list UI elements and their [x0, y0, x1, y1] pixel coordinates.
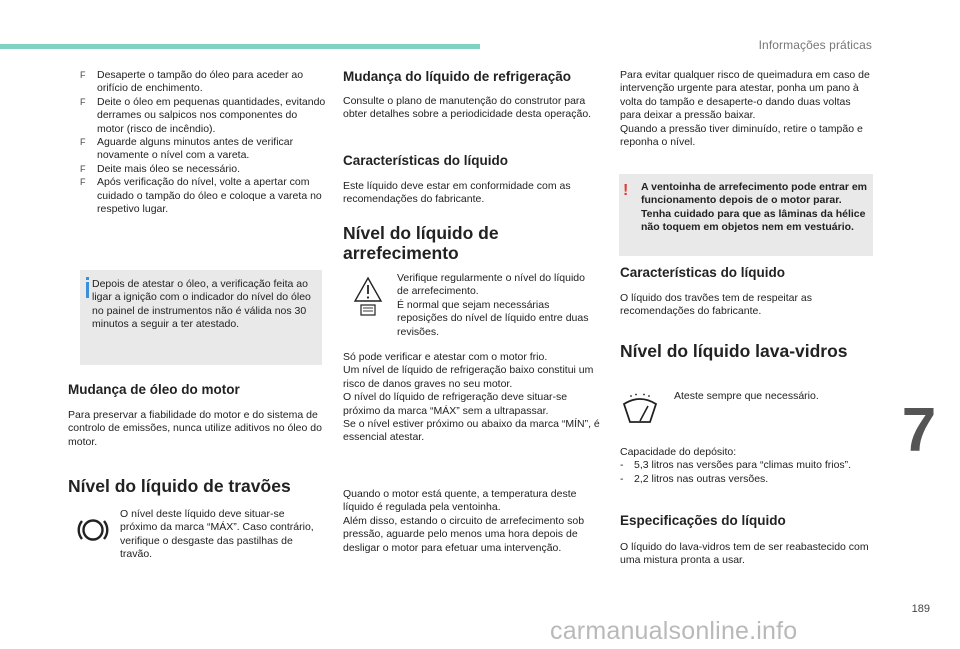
- list-item: F Deite mais óleo se necessário.: [80, 162, 240, 175]
- washer-spec-heading: Especificações do líquido: [620, 513, 786, 528]
- list-item: - 2,2 litros nas outras versões.: [620, 472, 769, 485]
- coolant-change-heading: Mudança do líquido de refrigeração: [343, 69, 572, 84]
- list-item: - 5,3 litros nas versões para “climas muito frios”.: [620, 459, 852, 472]
- info-icon: [86, 282, 89, 298]
- bullet-marker: F: [80, 70, 86, 80]
- burn-risk-text: Para evitar qualquer risco de queimadura em caso de intervenção urgente para atestar, ponha um pano à volta do tampão e desaperte-o dando duas voltas para deixar a pressão baixar. Quando a pressão tiver diminuído, retire o tampão e reponha o nível.: [620, 69, 870, 149]
- list-item: F Desaperte o tampão do óleo para aceder ao orifício de enchimento.: [80, 69, 304, 95]
- warning-text: A ventoinha de arrefecimento pode entrar em funcionamento depois de o motor parar. Tenha cuidado para que as lâminas da hélice não toquem em objetos nem em vestuário.: [641, 181, 868, 234]
- coolant-change-text: Consulte o plano de manutenção do construtor para obter detalhes sobre a periodicidade desta operação.: [343, 95, 592, 121]
- oil-change-heading: Mudança de óleo do motor: [68, 382, 240, 397]
- bullet-marker: F: [80, 177, 86, 188]
- tank-capacity-label: Capacidade do depósito:: [620, 446, 737, 458]
- oil-change-text: Para preservar a fiabilidade do motor e do sistema de controlo de emissões, nunca utilize aditivos no óleo do motor.: [68, 409, 322, 448]
- washer-fluid-heading: Nível do líquido lava-vidros: [620, 341, 848, 361]
- fluid-characteristics-heading: Características do líquido: [343, 153, 509, 168]
- brake-fluid-heading: Nível do líquido de travões: [68, 476, 291, 496]
- info-text: Depois de atestar o óleo, a verificação feita ao ligar a ignição com o indicador do nível do óleo no painel de instrumentos não é válida nos 30 minutos a seguir a ter atestado.: [92, 278, 311, 331]
- coolant-body-2: Quando o motor está quente, a temperatura deste líquido é regulada pela ventoinha. Além disso, estando o circuito de arrefecimento sob pressão, aguarde pelo menos uma hora depois de desligar o motor para efetuar uma intervenção.: [343, 488, 585, 554]
- washer-fluid-icon: [620, 392, 660, 426]
- coolant-warning-icon: [353, 275, 383, 317]
- brake-fluid-text: O nível deste líquido deve situar-se próximo da marca “MÁX”. Caso contrário, verifique o desgaste das pastilhas de travão.: [120, 508, 314, 561]
- coolant-level-heading: Nível do líquido de arrefecimento: [343, 223, 499, 263]
- bullet-marker: F: [80, 96, 86, 107]
- fluid-characteristics-text: Este líquido deve estar em conformidade com as recomendações do fabricante.: [343, 180, 571, 206]
- washer-spec-text: O líquido do lava-vidros tem de ser reabastecido com uma mistura pronta a usar.: [620, 541, 869, 567]
- list-item: F Deite o óleo em pequenas quantidades, evitando derrames ou salpicos nos componentes do motor (risco de incêndio).: [80, 95, 326, 135]
- brake-fluid-characteristics-text: O líquido dos travões tem de respeitar as recomendações do fabricante.: [620, 292, 813, 318]
- brake-warning-icon: [76, 513, 110, 547]
- tank-capacity: [620, 446, 872, 486]
- page-number: 189: [911, 603, 930, 615]
- bullet-marker: F: [80, 137, 86, 148]
- info-box: [80, 270, 322, 365]
- list-item: F Aguarde alguns minutos antes de verificar novamente o nível com a vareta.: [80, 136, 294, 162]
- bullet-marker: F: [80, 163, 86, 174]
- oil-fill-steps: [80, 69, 326, 216]
- list-item: F Após verificação do nível, volte a apertar com cuidado o tampão do óleo e coloque a vareta no respetivo lugar.: [80, 176, 322, 216]
- washer-fluid-icon-text: Ateste sempre que necessário.: [674, 390, 819, 402]
- section-title: Informações práticas: [758, 38, 872, 52]
- warning-box: [619, 174, 873, 256]
- warning-icon: !: [623, 182, 629, 199]
- section-accent-bar: [0, 44, 480, 49]
- watermark: carmanualsonline.info: [550, 617, 798, 645]
- chapter-number: 7: [901, 396, 937, 465]
- capacity-list: [620, 459, 872, 486]
- bullet-list: [80, 69, 326, 216]
- coolant-body-1: Só pode verificar e atestar com o motor frio. Um nível de líquido de refrigeração baixo constitui um risco de danos graves no seu motor. O nível do líquido de refrigeração deve situar-se próximo da marca “MÁX” sem a ultrapassar. Se o nível estiver próximo ou abaixo da marca “MÍN”, é essencial atestar.: [343, 351, 600, 444]
- brake-fluid-characteristics-heading: Características do líquido: [620, 265, 786, 280]
- coolant-icon-text: Verifique regularmente o nível do líquido de arrefecimento. É normal que sejam necessárias reposições do nível de líquido entre duas revisões.: [397, 272, 589, 338]
